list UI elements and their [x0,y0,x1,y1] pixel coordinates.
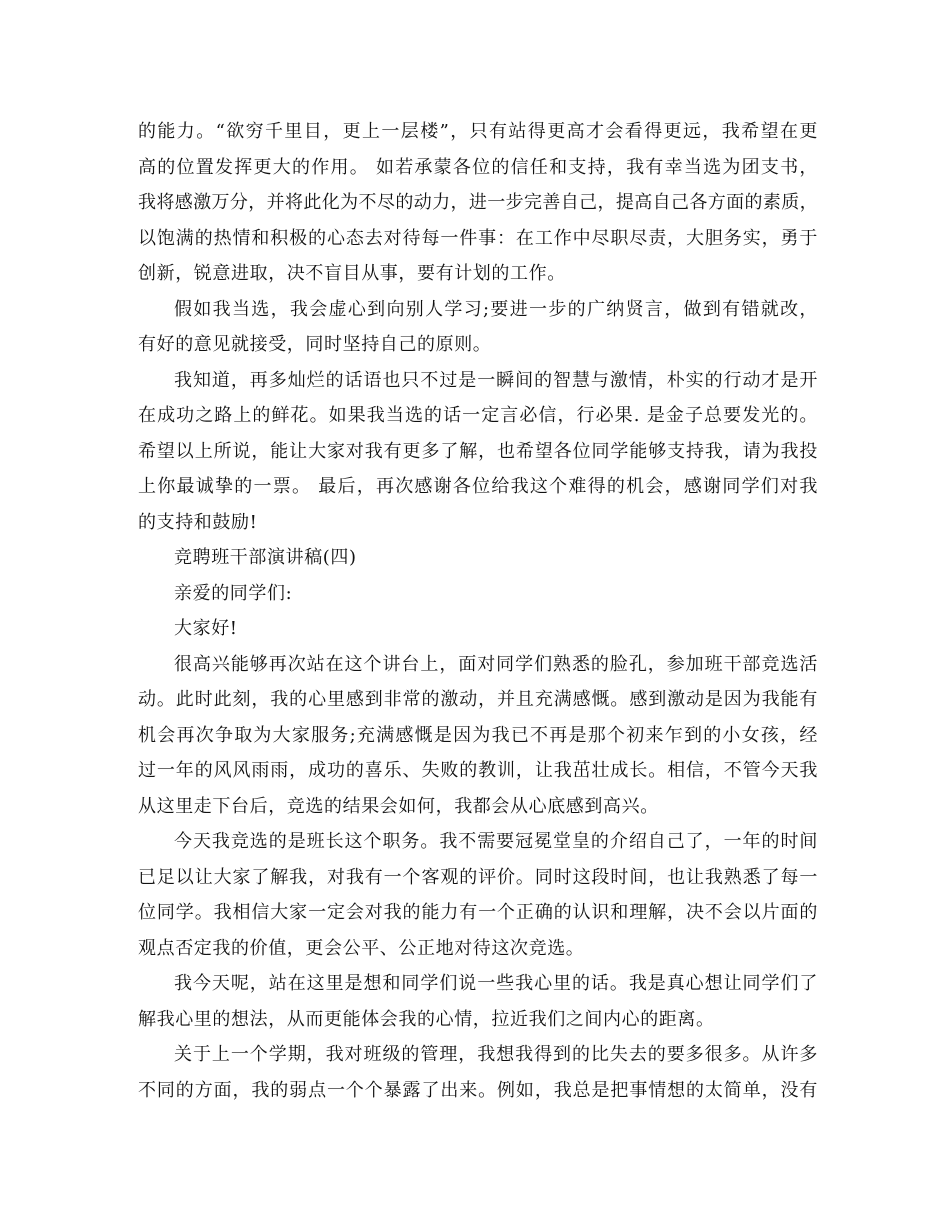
text-line: 上你最诚挚的一票。 最后，再次感谢各位给我这个难得的机会，感谢同学们对我 [138,476,818,497]
text-line: 已足以让大家了解我，对我有一个客观的评价。同时这段时间，也让我熟悉了每一 [138,866,818,888]
text-line: 有好的意见就接受，同时坚持自己的原则。 [138,334,492,355]
text-line: 位同学。我相信大家一定会对我的能力有一个正确的认识和理解，决不会以片面的 [138,902,818,923]
text-line: 今天我竞选的是班长这个职务。我不需要冠冕堂皇的介绍自己了，一年的时间 [174,831,818,852]
text-line: 大家好! [174,618,238,639]
text-line: 过一年的风风雨雨，成功的喜乐、失败的教训，让我茁壮成长。相信，不管今天我 [138,760,818,781]
text-line: 的能力。“欲穷千里目，更上一层楼”，只有站得更高才会看得更远，我希望在更 [138,121,818,142]
text-line: 竞聘班干部演讲稿(四) [174,547,357,568]
text-line: 很高兴能够再次站在这个讲台上，面对同学们熟悉的脸孔，参加班干部竞选活 [174,653,818,675]
text-line: 我今天呢，站在这里是想和同学们说一些我心里的话。我是真心想让同学们了 [174,973,818,994]
text-line: 解我心里的想法，从而更能体会我的心情，拉近我们之间内心的距离。 [138,1008,715,1030]
text-line: 我知道，再多灿烂的话语也只不过是一瞬间的智慧与激情，朴实的行动才是开 [174,369,818,391]
text-line: 假如我当选，我会虚心到向别人学习;要进一步的广纳贤言，做到有错就改， [174,298,818,320]
text-line: 从这里走下台后，竞选的结果会如何，我都会从心底感到高兴。 [138,795,659,817]
text-line: 机会再次争取为大家服务;充满感慨是因为我已不再是那个初来乍到的小女孩，经 [138,724,818,746]
text-line: 以饱满的热情和积极的心态去对待每一件事：在工作中尽职尽责，大胆务实，勇于 [138,227,818,249]
document-body [138,114,818,1108]
text-line: 我将感激万分，并将此化为不尽的动力，进一步完善自己，提高自己各方面的素质， [138,192,818,213]
text-line: 高的位置发挥更大的作用。 如若承蒙各位的信任和支持，我有幸当选为团支书， [138,156,818,178]
text-line: 观点否定我的价值，更会公平、公正地对待这次竞选。 [138,937,585,959]
text-line: 的支持和鼓励! [138,511,258,533]
text-line: 在成功之路上的鲜花。如果我当选的话一定言必信，行必果. 是金子总要发光的。 [138,405,818,426]
text-line: 动。此时此刻，我的心里感到非常的激动，并且充满感慨。感到激动是因为我能有 [138,689,818,710]
text-line: 亲爱的同学们: [174,582,293,604]
text-line: 不同的方面，我的弱点一个个暴露了出来。例如，我总是把事情想的太简单，没有 [138,1079,818,1101]
text-line: 希望以上所说，能让大家对我有更多了解，也希望各位同学能够支持我，请为我投 [138,440,818,462]
text-line: 关于上一个学期，我对班级的管理，我想我得到的比失去的要多很多。从许多 [174,1044,818,1065]
text-line: 创新，锐意进取，决不盲目从事，要有计划的工作。 [138,263,566,284]
